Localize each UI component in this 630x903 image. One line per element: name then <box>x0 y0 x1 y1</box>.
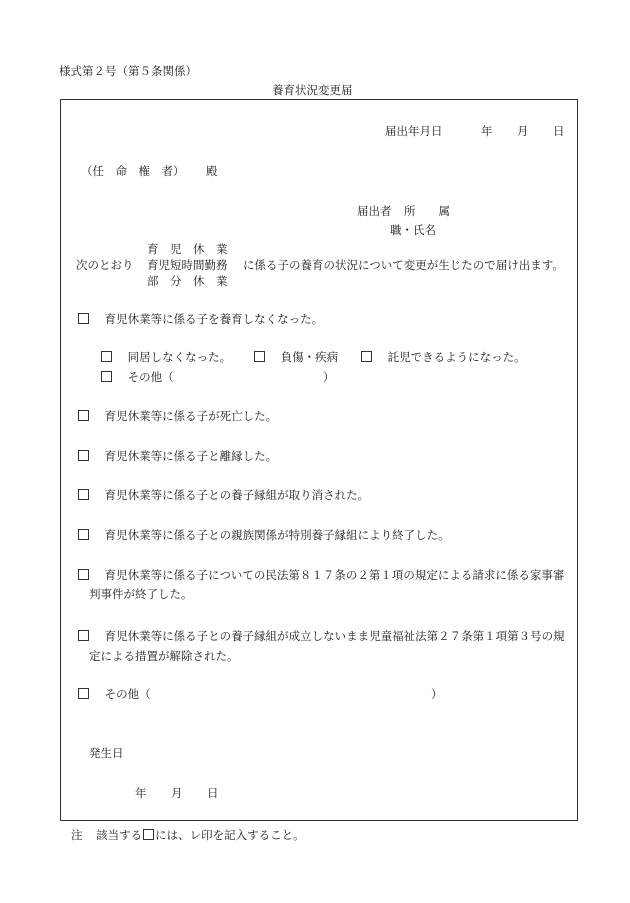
item8-text: その他（ <box>104 687 151 701</box>
item6-checkbox[interactable] <box>78 569 89 580</box>
footnote <box>71 827 305 843</box>
item4-text: 育児休業等に係る子との養子縁組が取り消された。 <box>104 488 370 502</box>
intro-option-partial-leave: 部 分 休 業 <box>147 274 228 288</box>
occurrence-month: 月 <box>171 786 183 800</box>
sub4-text: その他（ <box>127 370 174 384</box>
item7-text-line2: 定による措置が解除された。 <box>89 649 239 663</box>
occurrence-year: 年 <box>135 786 147 800</box>
submission-year: 年 <box>481 124 493 138</box>
submission-date-label: 届出年月日 <box>385 124 443 138</box>
item8-row <box>78 686 151 702</box>
item2-text: 育児休業等に係る子が死亡した。 <box>104 409 278 423</box>
sub1-text: 同居しなくなった。 <box>127 350 232 364</box>
sub1-checkbox[interactable] <box>101 351 112 362</box>
footnote-prefix: 注 <box>71 828 83 842</box>
item4-checkbox[interactable] <box>78 489 89 500</box>
intro-option-short-hours: 育児短時間勤務 <box>147 258 228 272</box>
footnote-checkbox-symbol <box>143 829 154 840</box>
submission-day: 日 <box>553 124 565 138</box>
sub3-checkbox[interactable] <box>361 351 372 362</box>
sub3-text: 託児できるようになった。 <box>387 350 526 364</box>
item4-row <box>78 487 369 503</box>
item2-row <box>78 408 277 424</box>
item6-text-line2: 判事件が終了した。 <box>89 587 193 601</box>
item2-checkbox[interactable] <box>78 410 89 421</box>
item5-text: 育児休業等に係る子との親族関係が特別養子縁組により終了した。 <box>104 528 450 542</box>
intro-suffix: に係る子の養育の状況について変更が生じたので届け出ます。 <box>243 258 564 272</box>
item3-text: 育児休業等に係る子と離縁した。 <box>104 449 278 463</box>
submitter-label: 届出者 <box>357 204 392 218</box>
item8-checkbox[interactable] <box>78 688 89 699</box>
submission-month: 月 <box>517 124 529 138</box>
item8-close: ） <box>431 687 443 701</box>
sub1-row <box>101 349 231 365</box>
item1-row <box>78 311 323 327</box>
sub4-close: ） <box>323 370 335 384</box>
affiliation-label: 所 属 <box>404 204 450 218</box>
item1-checkbox[interactable] <box>78 313 89 324</box>
sub4-checkbox[interactable] <box>101 371 112 382</box>
name-label: 職・氏名 <box>390 223 436 237</box>
footnote-text2: には、レ印を記入すること。 <box>155 828 305 842</box>
intro-prefix: 次のとおり <box>76 258 134 272</box>
item3-checkbox[interactable] <box>78 450 89 461</box>
addressee-honorific: 殿 <box>206 164 218 178</box>
intro-option-childcare-leave: 育 児 休 業 <box>147 242 228 256</box>
addressee-label: （任 命 権 者） <box>81 164 185 178</box>
item7-row <box>78 628 565 644</box>
item5-checkbox[interactable] <box>78 529 89 540</box>
item3-row <box>78 448 277 464</box>
sub2-text: 負傷・疾病 <box>280 350 339 364</box>
item1-text: 育児休業等に係る子を養育しなくなった。 <box>104 312 324 326</box>
item7-checkbox[interactable] <box>78 630 89 641</box>
sub2-row <box>254 349 338 365</box>
sub2-checkbox[interactable] <box>254 351 265 362</box>
footnote-text1: 該当する <box>96 828 143 842</box>
sub4-row <box>101 369 174 385</box>
item6-text-line1: 育児休業等に係る子についての民法第８１７条の２第１項の規定による請求に係る家事審 <box>104 568 565 582</box>
item6-row <box>78 567 564 583</box>
form-number: 様式第２号（第５条関係） <box>59 64 197 78</box>
form-title: 養育状況変更届 <box>272 83 353 97</box>
item7-text-line1: 育児休業等に係る子との養子縁組が成立しないまま児童福祉法第２７条第１項第３号の規 <box>104 629 565 643</box>
item5-row <box>78 527 450 543</box>
sub3-row <box>361 349 526 365</box>
occurrence-label: 発生日 <box>89 746 124 760</box>
occurrence-day: 日 <box>207 786 219 800</box>
